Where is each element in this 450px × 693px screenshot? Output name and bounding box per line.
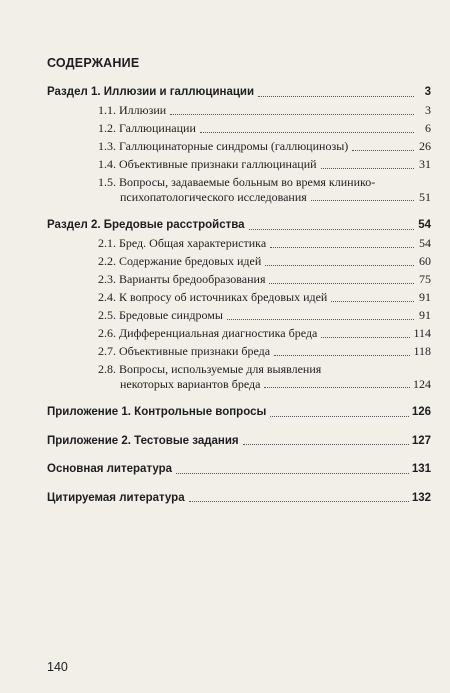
toc-leader-dots — [311, 200, 414, 201]
toc-entry-text: 1.2. Галлюцинации — [98, 121, 196, 135]
toc-leader-dots — [331, 301, 414, 302]
toc-page-number: 127 — [411, 434, 431, 447]
toc-subsection — [47, 175, 431, 204]
toc-entry-text: 2.5. Бредовые синдромы — [98, 308, 223, 322]
toc-page-number: 26 — [419, 139, 431, 153]
toc-section — [47, 491, 431, 506]
toc-entry-text: Основная литература — [47, 463, 173, 475]
toc-leader-dots — [274, 355, 410, 356]
toc-page-number: 51 — [419, 189, 431, 204]
toc-leader-dots — [243, 444, 409, 445]
toc-section — [47, 462, 431, 477]
toc-subsection — [47, 139, 431, 154]
toc-page-number: 75 — [419, 272, 431, 286]
toc-entry-text: 2.3. Варианты бредообразования — [98, 272, 266, 286]
toc-entry-text: Раздел 2. Бредовые расстройства — [47, 219, 245, 231]
table-of-contents — [47, 85, 431, 505]
page-title: СОДЕРЖАНИЕ — [47, 56, 140, 70]
toc-leader-dots — [227, 319, 414, 320]
toc-page-number: 91 — [419, 308, 431, 322]
toc-leader-dots — [321, 337, 410, 338]
toc-leader-dots — [352, 150, 414, 151]
toc-entry-text: 1.1. Иллюзии — [98, 103, 167, 117]
page-number: 140 — [47, 660, 68, 674]
toc-page-number: 54 — [418, 219, 431, 231]
toc-leader-dots — [270, 247, 414, 248]
toc-entry-text: Приложение 1. Контрольные вопросы — [47, 406, 267, 418]
toc-subsection — [47, 103, 431, 118]
toc-section — [47, 405, 431, 420]
toc-page-number: 124 — [413, 376, 431, 391]
toc-subsection — [47, 157, 431, 172]
toc-entry-text: 2.1. Бред. Общая характеристика — [98, 236, 267, 250]
toc-entry-text: Цитируемая литература — [47, 491, 185, 504]
toc-subsection — [47, 236, 431, 251]
toc-subsection — [47, 254, 431, 269]
toc-leader-dots — [258, 96, 414, 97]
toc-entry-text: 2.7. Объективные признаки бреда — [98, 344, 271, 358]
toc-entry-text: 1.3. Галлюцинаторные синдромы (галлюцинозы) — [98, 139, 349, 153]
toc-entry-text: 1.4. Объективные признаки галлюцинаций — [98, 157, 317, 171]
toc-subsection — [47, 272, 431, 287]
toc-section — [47, 434, 431, 449]
toc-page-number: 132 — [411, 491, 431, 504]
toc-leader-dots — [265, 265, 414, 266]
toc-subsection — [47, 362, 431, 391]
toc-leader-dots — [269, 283, 414, 284]
toc-page-number: 54 — [419, 236, 431, 250]
toc-subsection — [47, 308, 431, 323]
toc-leader-dots — [200, 132, 414, 133]
toc-page-number: 3 — [424, 86, 431, 98]
toc-leader-dots — [264, 387, 410, 388]
toc-leader-dots — [189, 501, 409, 502]
toc-leader-dots — [321, 168, 414, 169]
toc-section — [47, 85, 431, 100]
toc-page-number: 31 — [419, 157, 431, 171]
toc-subsection — [47, 290, 431, 305]
toc-entry-text: 2.6. Дифференциальная диагностика бреда — [98, 326, 318, 340]
toc-subsection — [47, 326, 431, 341]
toc-page-number: 60 — [419, 254, 431, 268]
toc-entry-text: 2.8. Вопросы, используемые для выявления — [98, 362, 322, 376]
toc-entry-text: Раздел 1. Иллюзии и галлюцинации — [47, 86, 255, 98]
toc-subsection — [47, 121, 431, 136]
toc-page-number: 91 — [419, 290, 431, 304]
toc-page-number: 126 — [411, 406, 431, 418]
toc-entry-text: 2.4. К вопросу об источниках бредовых идей — [98, 290, 328, 304]
toc-leader-dots — [170, 114, 414, 115]
toc-entry-text: Приложение 2. Тестовые задания — [47, 434, 239, 447]
toc-leader-dots — [270, 416, 409, 417]
toc-leader-dots — [176, 473, 409, 474]
toc-section — [47, 218, 431, 233]
toc-subsection — [47, 344, 431, 359]
toc-entry-text: 1.5. Вопросы, задаваемые больным во время клинико- — [98, 175, 376, 189]
toc-page-number: 131 — [411, 463, 431, 475]
toc-entry-text: 2.2. Содержание бредовых идей — [98, 254, 262, 268]
toc-leader-dots — [249, 229, 414, 230]
toc-page-number: 3 — [425, 103, 431, 117]
toc-page-number: 114 — [413, 326, 431, 340]
toc-entry-text: некоторых вариантов бреда — [120, 376, 261, 391]
toc-page-number: 118 — [413, 344, 431, 358]
toc-entry-text: психопатологического исследования — [120, 189, 307, 204]
toc-page-number: 6 — [425, 121, 431, 135]
